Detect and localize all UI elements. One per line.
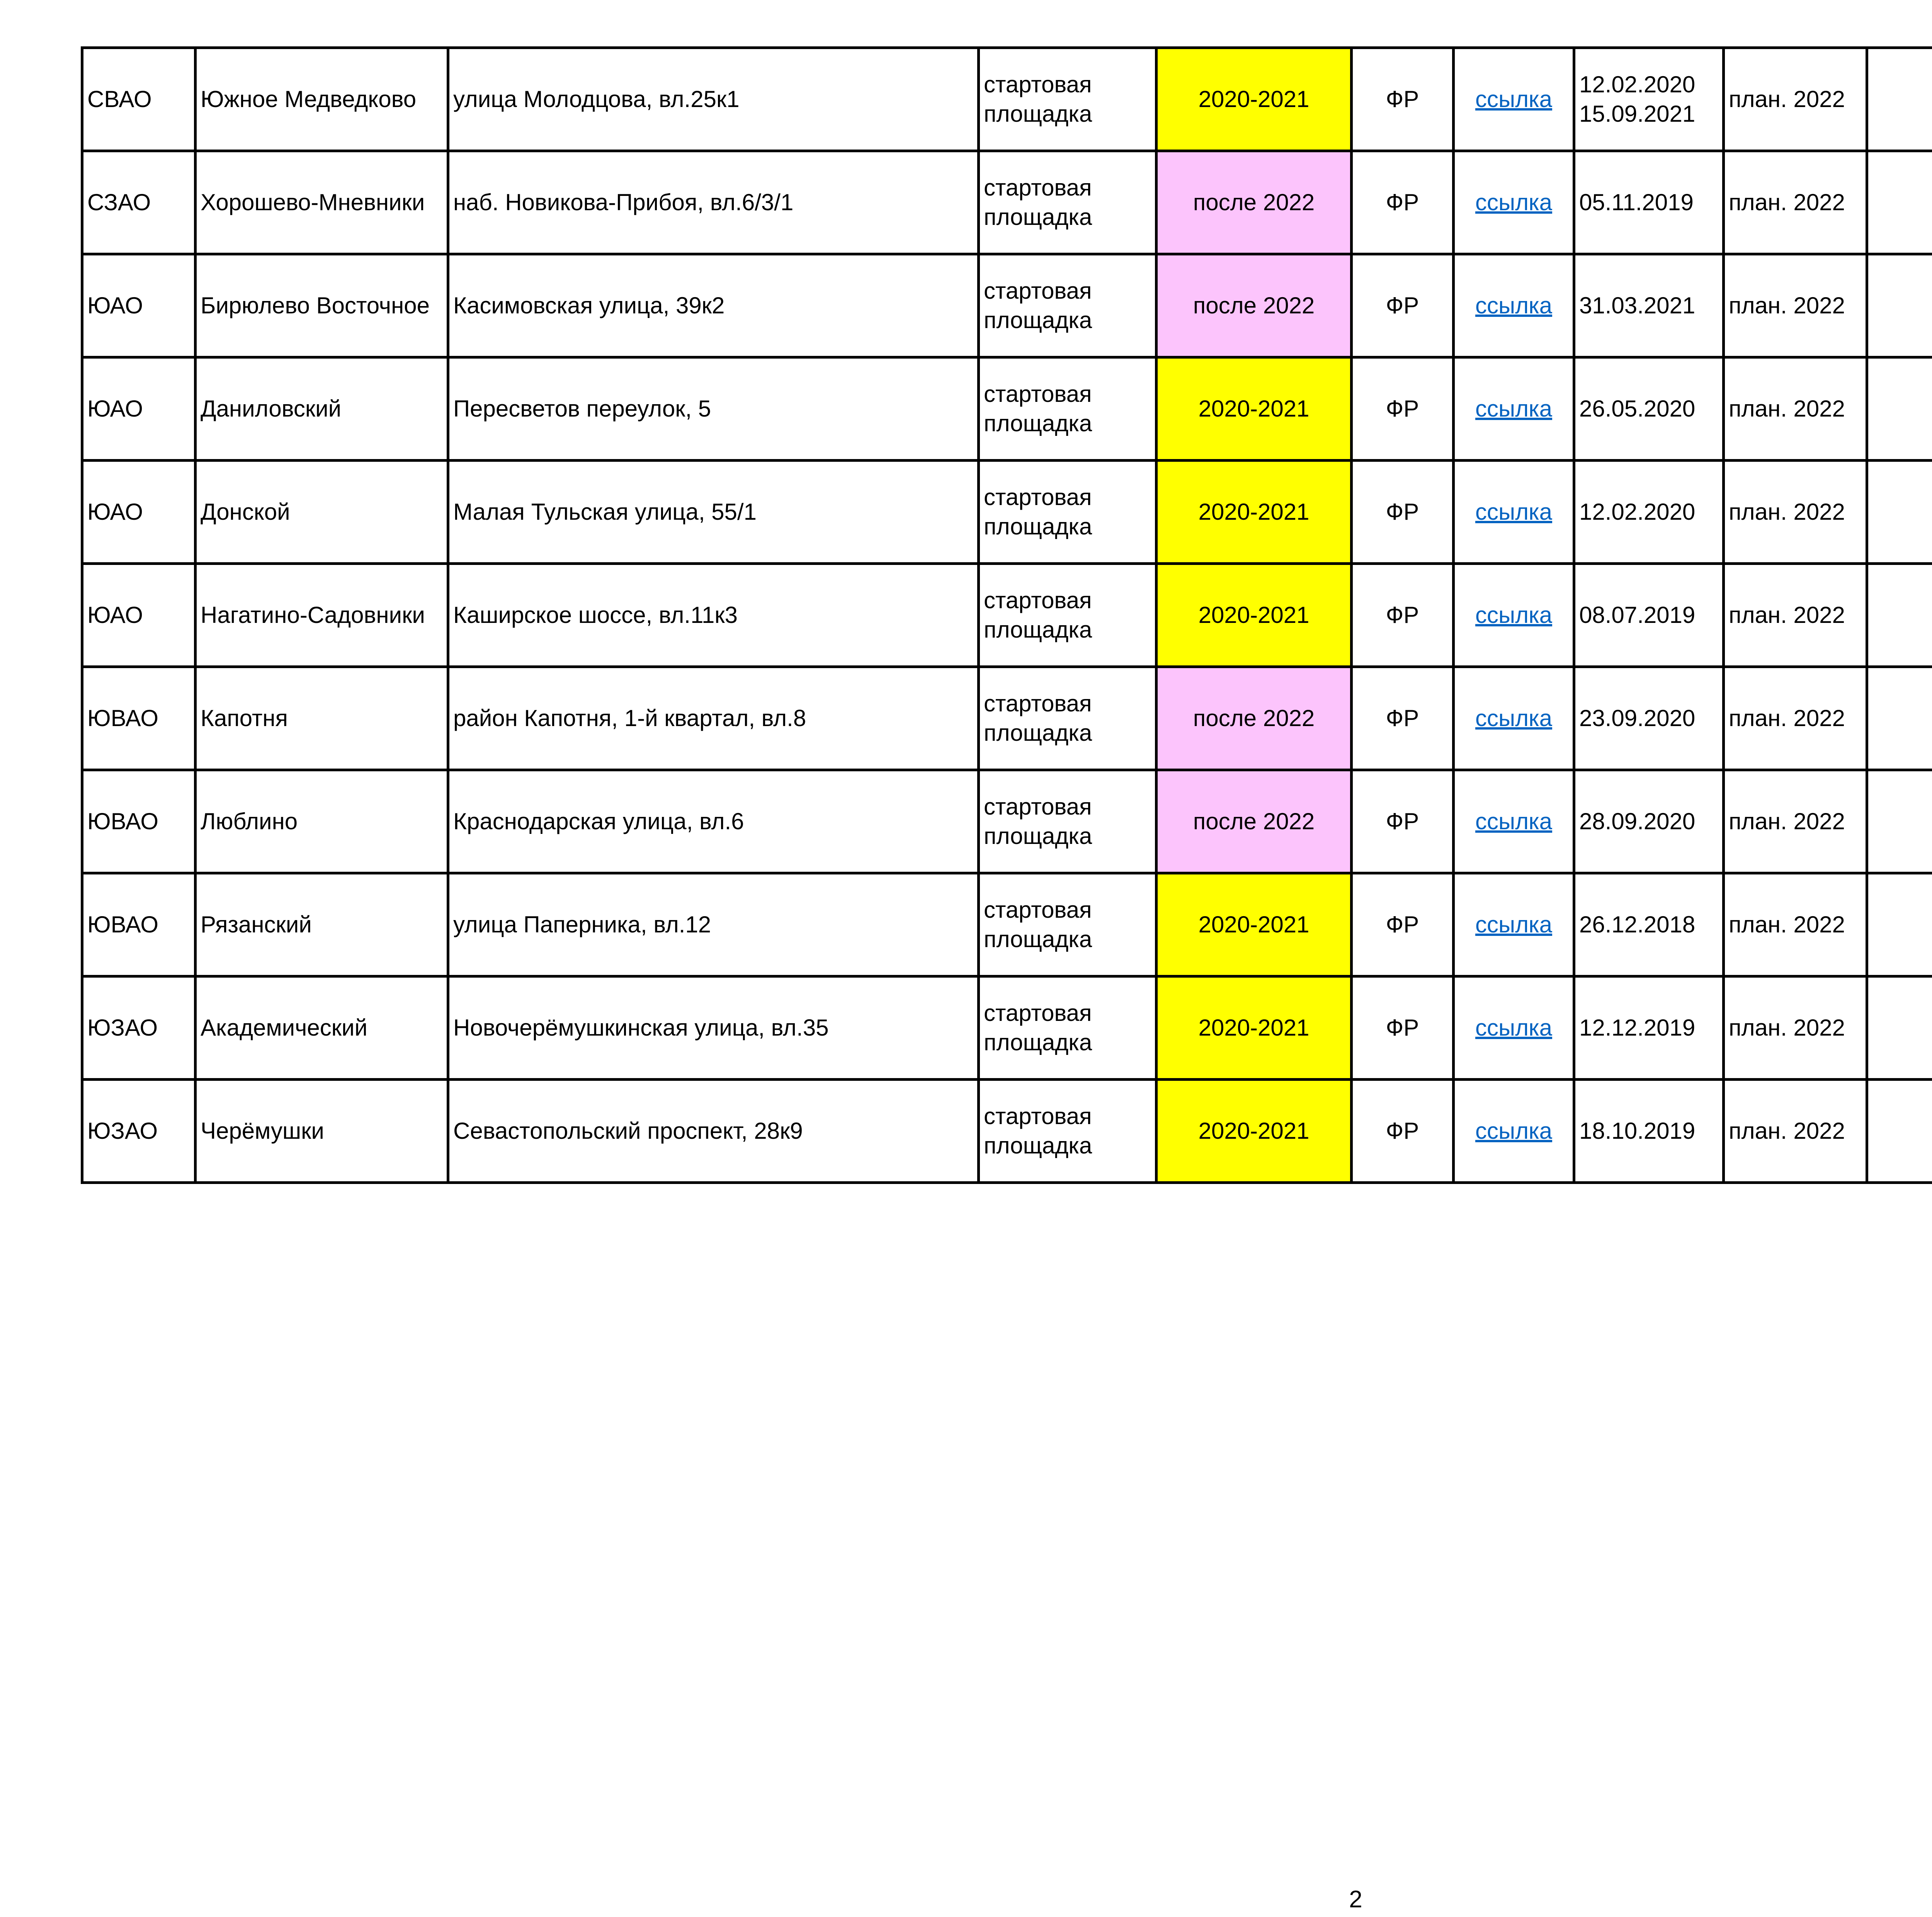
district-cell: Капотня [196, 667, 448, 770]
okrug-cell: СВАО [82, 48, 196, 151]
source-link[interactable]: ссылка [1475, 1015, 1553, 1041]
source-link[interactable]: ссылка [1475, 705, 1553, 731]
date-primary: 28.09.2020 [1579, 808, 1696, 834]
address-cell: Новочерёмушкинская улица, вл.35 [448, 976, 979, 1080]
date-primary: 05.11.2019 [1579, 189, 1694, 215]
address-cell: наб. Новикова-Прибоя, вл.6/3/1 [448, 151, 979, 254]
sites-table [81, 46, 1932, 1184]
extra-cell-1 [1867, 254, 1932, 357]
table-row [82, 254, 1932, 357]
extra-cell-1 [1867, 873, 1932, 976]
address-cell: Севастопольский проспект, 28к9 [448, 1080, 979, 1183]
date-secondary: 15.09.2021 [1579, 101, 1696, 127]
link-cell [1454, 461, 1574, 564]
table-body [82, 48, 1932, 1183]
plan-cell: план. 2022 [1724, 254, 1867, 357]
type-cell: стартовая площадка [979, 48, 1156, 151]
extra-cell-1 [1867, 1080, 1932, 1183]
table-row [82, 461, 1932, 564]
district-cell: Люблино [196, 770, 448, 873]
type-cell: стартовая площадка [979, 461, 1156, 564]
date-cell [1574, 873, 1724, 976]
date-primary: 12.12.2019 [1579, 1015, 1696, 1041]
type-cell: стартовая площадка [979, 357, 1156, 461]
source-link[interactable]: ссылка [1475, 912, 1553, 937]
okrug-cell: ЮЗАО [82, 976, 196, 1080]
district-cell: Рязанский [196, 873, 448, 976]
extra-cell-1 [1867, 770, 1932, 873]
fund-cell: ФР [1352, 873, 1454, 976]
plan-cell: план. 2022 [1724, 667, 1867, 770]
source-link[interactable]: ссылка [1475, 602, 1553, 628]
type-cell: стартовая площадка [979, 976, 1156, 1080]
okrug-cell: ЮАО [82, 461, 196, 564]
type-cell: стартовая площадка [979, 254, 1156, 357]
source-link[interactable]: ссылка [1475, 86, 1553, 112]
table-row [82, 770, 1932, 873]
plan-cell: план. 2022 [1724, 976, 1867, 1080]
table-row [82, 357, 1932, 461]
link-cell [1454, 151, 1574, 254]
address-cell: Малая Тульская улица, 55/1 [448, 461, 979, 564]
table-row [82, 48, 1932, 151]
fund-cell: ФР [1352, 976, 1454, 1080]
fund-cell: ФР [1352, 667, 1454, 770]
date-primary: 26.12.2018 [1579, 912, 1696, 937]
fund-cell: ФР [1352, 48, 1454, 151]
date-cell [1574, 254, 1724, 357]
source-link[interactable]: ссылка [1475, 1118, 1553, 1144]
link-cell [1454, 357, 1574, 461]
link-cell [1454, 976, 1574, 1080]
source-link[interactable]: ссылка [1475, 189, 1553, 215]
date-primary: 12.02.2020 [1579, 499, 1696, 525]
page-number: 2 [1349, 1886, 1362, 1913]
link-cell [1454, 667, 1574, 770]
fund-cell: ФР [1352, 564, 1454, 667]
date-cell [1574, 667, 1724, 770]
date-cell [1574, 461, 1724, 564]
date-primary: 23.09.2020 [1579, 705, 1696, 731]
okrug-cell: ЮВАО [82, 770, 196, 873]
table-row [82, 151, 1932, 254]
link-cell [1454, 770, 1574, 873]
fund-cell: ФР [1352, 1080, 1454, 1183]
district-cell: Черёмушки [196, 1080, 448, 1183]
period-cell: 2020-2021 [1156, 48, 1352, 151]
okrug-cell: ЮВАО [82, 873, 196, 976]
okrug-cell: ЮВАО [82, 667, 196, 770]
type-cell: стартовая площадка [979, 151, 1156, 254]
extra-cell-1 [1867, 564, 1932, 667]
extra-cell-1 [1867, 151, 1932, 254]
extra-cell-1 [1867, 976, 1932, 1080]
address-cell: Пересветов переулок, 5 [448, 357, 979, 461]
date-cell [1574, 151, 1724, 254]
link-cell [1454, 254, 1574, 357]
okrug-cell: ЮЗАО [82, 1080, 196, 1183]
date-cell [1574, 976, 1724, 1080]
date-cell [1574, 357, 1724, 461]
date-cell [1574, 48, 1724, 151]
address-cell: улица Молодцова, вл.25к1 [448, 48, 979, 151]
source-link[interactable]: ссылка [1475, 499, 1553, 525]
date-cell [1574, 564, 1724, 667]
period-cell: 2020-2021 [1156, 1080, 1352, 1183]
type-cell: стартовая площадка [979, 873, 1156, 976]
okrug-cell: ЮАО [82, 357, 196, 461]
table-row [82, 873, 1932, 976]
date-primary: 12.02.2020 [1579, 71, 1696, 97]
period-cell: после 2022 [1156, 254, 1352, 357]
date-primary: 08.07.2019 [1579, 602, 1696, 628]
link-cell [1454, 1080, 1574, 1183]
table-row [82, 667, 1932, 770]
link-cell [1454, 564, 1574, 667]
extra-cell-1 [1867, 667, 1932, 770]
period-cell: после 2022 [1156, 151, 1352, 254]
period-cell: после 2022 [1156, 667, 1352, 770]
type-cell: стартовая площадка [979, 770, 1156, 873]
plan-cell: план. 2022 [1724, 151, 1867, 254]
address-cell: Касимовская улица, 39к2 [448, 254, 979, 357]
extra-cell-1 [1867, 48, 1932, 151]
source-link[interactable]: ссылка [1475, 808, 1553, 834]
extra-cell-1 [1867, 461, 1932, 564]
okrug-cell: ЮАО [82, 564, 196, 667]
period-cell: 2020-2021 [1156, 357, 1352, 461]
date-primary: 26.05.2020 [1579, 396, 1696, 422]
fund-cell: ФР [1352, 461, 1454, 564]
plan-cell: план. 2022 [1724, 461, 1867, 564]
period-cell: 2020-2021 [1156, 873, 1352, 976]
period-cell: 2020-2021 [1156, 461, 1352, 564]
district-cell: Южное Медведково [196, 48, 448, 151]
plan-cell: план. 2022 [1724, 48, 1867, 151]
address-cell: Краснодарская улица, вл.6 [448, 770, 979, 873]
link-cell [1454, 873, 1574, 976]
district-cell: Донской [196, 461, 448, 564]
date-cell [1574, 770, 1724, 873]
fund-cell: ФР [1352, 151, 1454, 254]
table-row [82, 976, 1932, 1080]
district-cell: Бирюлево Восточное [196, 254, 448, 357]
plan-cell: план. 2022 [1724, 770, 1867, 873]
link-cell [1454, 48, 1574, 151]
source-link[interactable]: ссылка [1475, 396, 1553, 422]
fund-cell: ФР [1352, 357, 1454, 461]
extra-cell-1 [1867, 357, 1932, 461]
plan-cell: план. 2022 [1724, 564, 1867, 667]
district-cell: Академический [196, 976, 448, 1080]
district-cell: Нагатино-Садовники [196, 564, 448, 667]
period-cell: после 2022 [1156, 770, 1352, 873]
type-cell: стартовая площадка [979, 667, 1156, 770]
date-primary: 18.10.2019 [1579, 1118, 1696, 1144]
address-cell: улица Паперника, вл.12 [448, 873, 979, 976]
okrug-cell: ЮАО [82, 254, 196, 357]
okrug-cell: СЗАО [82, 151, 196, 254]
date-primary: 31.03.2021 [1579, 293, 1696, 318]
table-row [82, 564, 1932, 667]
period-cell: 2020-2021 [1156, 564, 1352, 667]
plan-cell: план. 2022 [1724, 873, 1867, 976]
plan-cell: план. 2022 [1724, 357, 1867, 461]
district-cell: Хорошево-Мневники [196, 151, 448, 254]
source-link[interactable]: ссылка [1475, 293, 1553, 318]
table-row [82, 1080, 1932, 1183]
district-cell: Даниловский [196, 357, 448, 461]
address-cell: район Капотня, 1-й квартал, вл.8 [448, 667, 979, 770]
address-cell: Каширское шоссе, вл.11к3 [448, 564, 979, 667]
type-cell: стартовая площадка [979, 1080, 1156, 1183]
fund-cell: ФР [1352, 254, 1454, 357]
date-cell [1574, 1080, 1724, 1183]
period-cell: 2020-2021 [1156, 976, 1352, 1080]
fund-cell: ФР [1352, 770, 1454, 873]
plan-cell: план. 2022 [1724, 1080, 1867, 1183]
type-cell: стартовая площадка [979, 564, 1156, 667]
